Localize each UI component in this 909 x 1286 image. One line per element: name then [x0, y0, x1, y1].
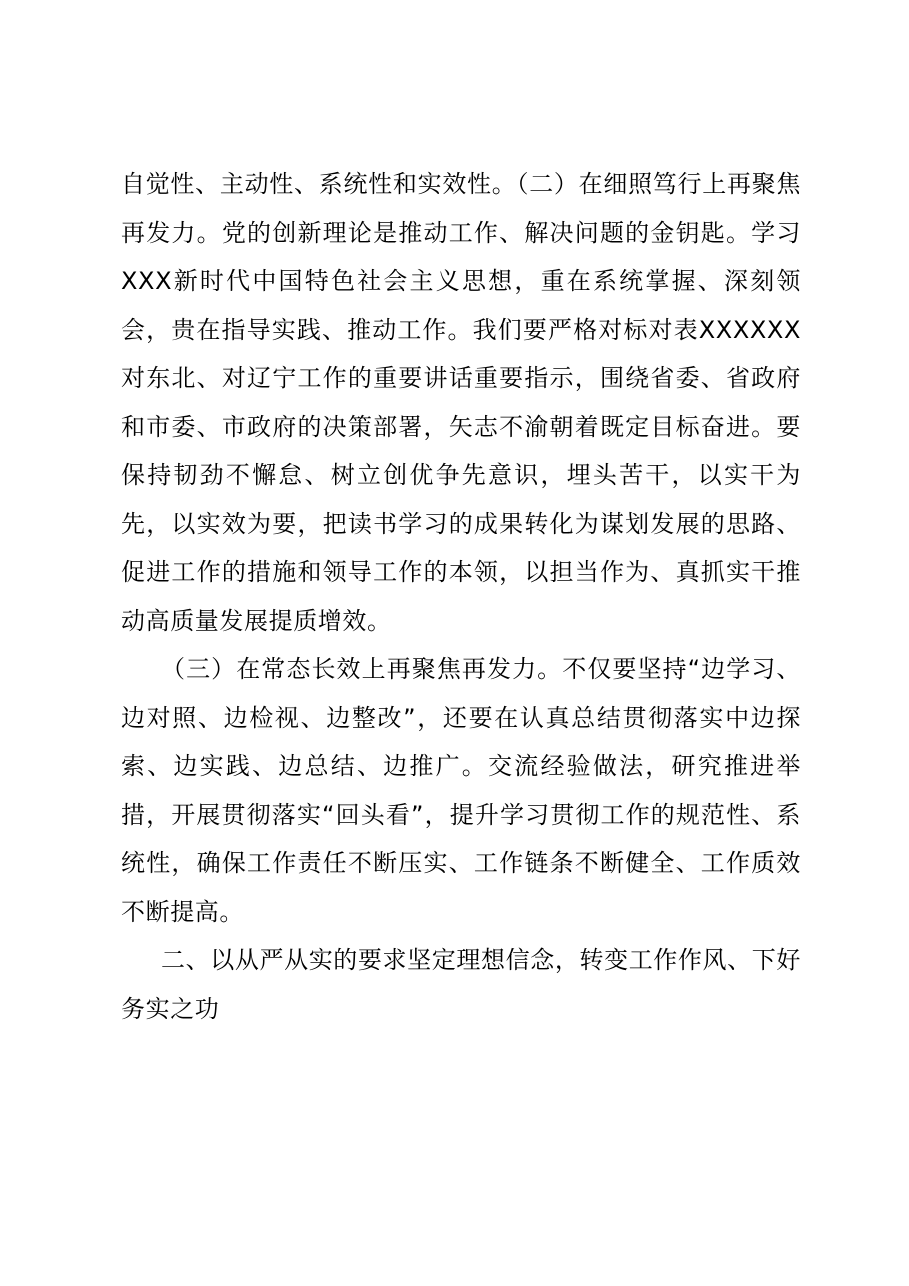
document-body [121, 160, 801, 1033]
section-heading-two: 二、以从严从实的要求坚定理想信念，转变工作作风、下好务实之功 [121, 946, 801, 1023]
paragraph-continuation: 自觉性、主动性、系统性和实效性。（二）在细照笃行上再聚焦再发力。党的创新理论是推动工作、解决问题的金钥匙。学习XXX新时代中国特色社会主义思想，重在系统掌握、深刻领会，贵在指导实践、推动工作。我们要严格对标对表XXXXXX对东北、对辽宁工作的重要讲话重要指示，围绕省委、省政府和市委、市政府的决策部署，矢志不渝朝着既定目标奋进。要保持韧劲不懈怠、树立创优争先意识，埋头苦干，以实干为先，以实效为要，把读书学习的成果转化为谋划发展的思路、促进工作的措施和领导工作的本领，以担当作为、真抓实干推动高质量发展提质增效。 [121, 170, 801, 635]
paragraph-section-three: （三）在常态长效上再聚焦再发力。不仅要坚持“边学习、边对照、边检视、边整改”，还要在认真总结贯彻落实中边探索、边实践、边总结、边推广。交流经验做法，研究推进举措，开展贯彻落实“回头看”，提升学习贯彻工作的规范性、系统性，确保工作责任不断压实、工作链条不断健全、工作质效不断提高。 [121, 655, 801, 926]
